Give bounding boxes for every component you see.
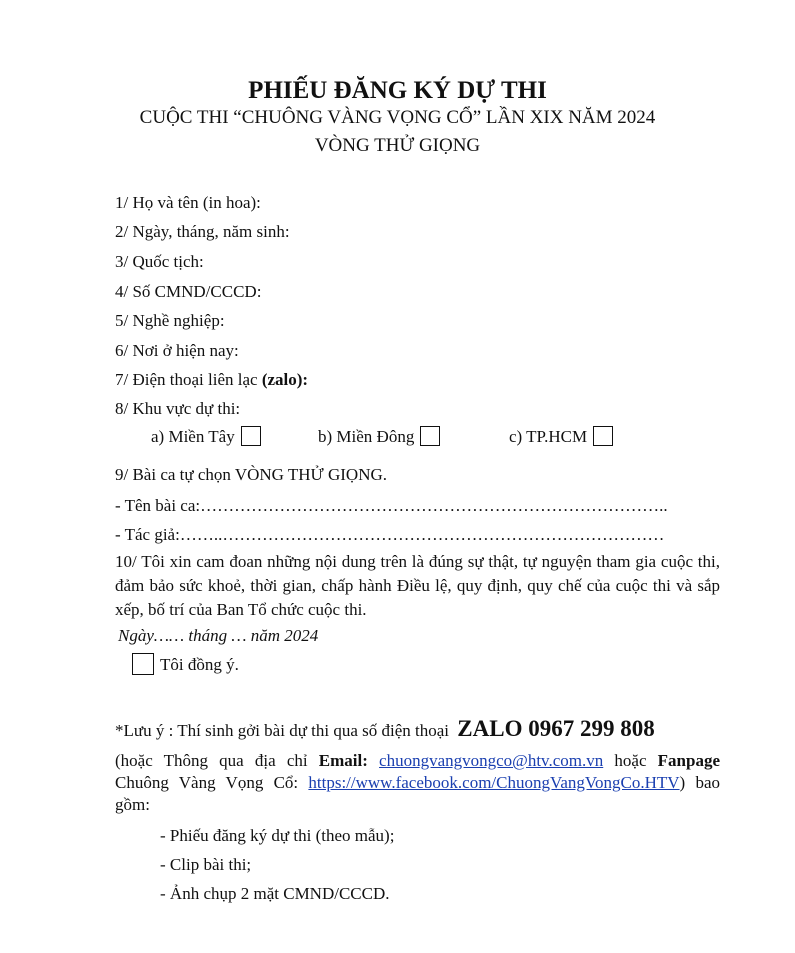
zalo-phone: ZALO 0967 299 808	[457, 716, 655, 741]
region-east-checkbox[interactable]	[420, 426, 440, 446]
region-west-label: a) Miền Tây	[151, 427, 235, 446]
phone-label: 7/ Điện thoại liên lạc	[115, 370, 262, 389]
region-option-hcm[interactable]	[509, 426, 613, 448]
contact-or-text: hoặc	[603, 751, 658, 770]
note-prefix: *Lưu ý : Thí sinh gởi bài dự thi qua số điện thoại	[115, 721, 450, 740]
submission-note	[115, 714, 655, 746]
email-link[interactable]: chuongvangvongco@htv.com.vn	[379, 751, 604, 770]
field-nationality: 3/ Quốc tịch:	[115, 252, 204, 271]
region-west-checkbox[interactable]	[241, 426, 261, 446]
form-title: PHIẾU ĐĂNG KÝ DỰ THI	[248, 77, 547, 104]
field-full-name: 1/ Họ và tên (in hoa):	[115, 193, 261, 212]
field-region: 8/ Khu vực dự thi:	[115, 399, 241, 418]
commitment-paragraph: 10/ Tôi xin cam đoan những nội dung trên là đúng sự thật, tự nguyện tham gia cuộc thi, đảm bảo sức khoẻ, thời gian, chấp hành Điều lệ, quy định, quy chế của cuộc thi và sắp xếp, bố trí của Ban Tổ chức cuộc thi.	[115, 552, 720, 619]
list-item-form: - Phiếu đăng ký dự thi (theo mẫu);	[160, 826, 395, 845]
facebook-link[interactable]: https://www.facebook.com/ChuongVangVongCo.HTV	[308, 773, 680, 792]
field-occupation: 5/ Nghề nghiệp:	[115, 311, 225, 330]
region-option-west[interactable]	[151, 426, 261, 448]
list-item-id-photo: - Ảnh chụp 2 mặt CMND/CCCD.	[160, 884, 390, 903]
signature-date-line: Ngày…… tháng … năm 2024	[118, 626, 319, 645]
contest-subtitle: CUỘC THI “CHUÔNG VÀNG VỌNG CỔ” LẦN XIX NĂM 2024	[139, 107, 656, 128]
field-author: - Tác giả:……..……………………………………………………………………	[115, 525, 665, 544]
agree-checkbox[interactable]	[132, 653, 154, 675]
phone-label-zalo: (zalo):	[261, 370, 309, 389]
field-address: 6/ Nơi ở hiện nay:	[115, 341, 239, 360]
contact-paragraph	[115, 750, 720, 816]
fanpage-name-text: Chuông Vàng Vọng Cổ:	[115, 773, 309, 792]
fanpage-label: Fanpage	[657, 751, 721, 770]
field-song-name: - Tên bài ca:………………………………………………………………………..	[115, 496, 668, 515]
field-phone	[115, 369, 308, 391]
contact-open-text: (hoặc Thông qua địa chỉ	[115, 751, 319, 770]
region-option-east[interactable]	[318, 426, 440, 448]
agree-label: Tôi đồng ý.	[160, 655, 239, 674]
round-title: VÒNG THỬ GIỌNG	[314, 135, 481, 156]
list-item-clip: - Clip bài thi;	[160, 855, 252, 874]
field-birth-date: 2/ Ngày, tháng, năm sinh:	[115, 222, 290, 241]
email-label: Email:	[318, 751, 368, 770]
region-east-label: b) Miền Đông	[318, 427, 415, 446]
agree-option[interactable]	[132, 653, 239, 676]
region-hcm-label: c) TP.HCM	[509, 427, 588, 446]
region-hcm-checkbox[interactable]	[593, 426, 613, 446]
field-id-number: 4/ Số CMND/CCCD:	[115, 282, 262, 301]
contact-close-text: ) bao gồm:	[115, 773, 720, 814]
field-song-choice: 9/ Bài ca tự chọn VÒNG THỬ GIỌNG.	[115, 465, 388, 484]
